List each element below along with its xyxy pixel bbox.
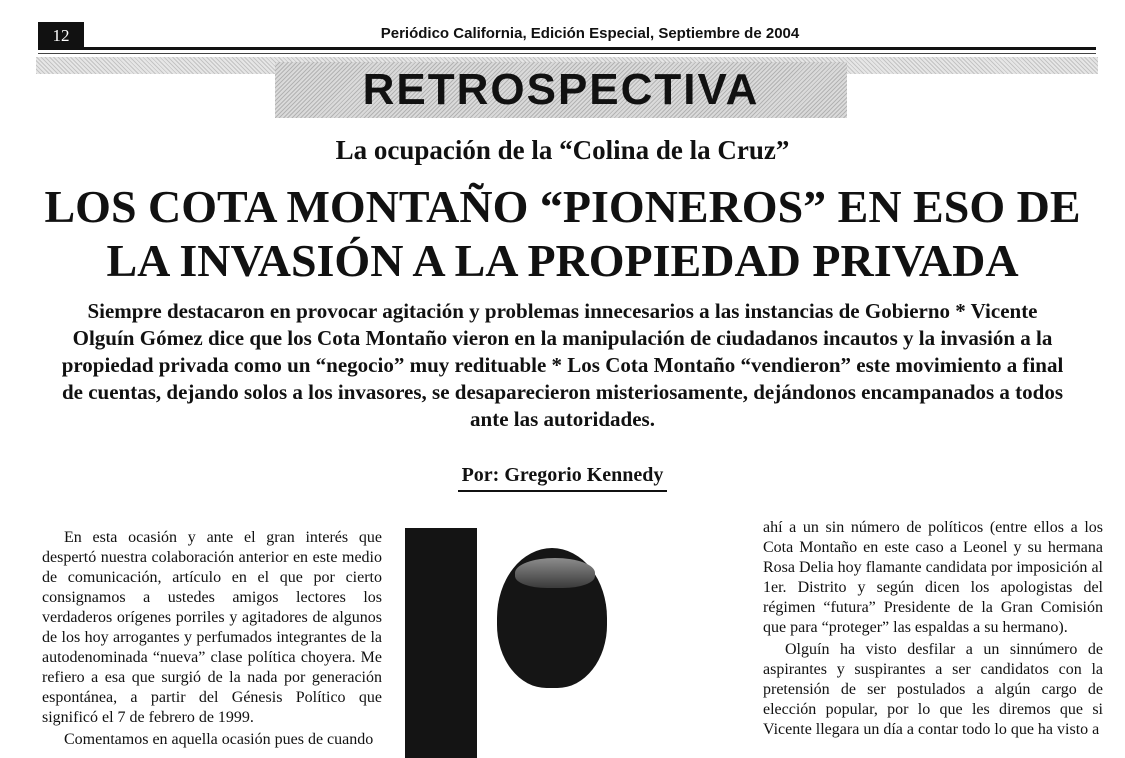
article-kicker: La ocupación de la “Colina de la Cruz” bbox=[335, 135, 790, 165]
right-paragraph: ahí a un sin número de políticos (entre ellos a los Cota Montaño en este caso a Leonel y su hermana Rosa Delia hoy flamante candidata por imposición al 1er. Distrito y según dicen los apologistas del régimen “futura” Presidente de la Gran Comisión que para “proteger” las espaldas a su hermano). bbox=[763, 519, 1103, 636]
page-number: 12 bbox=[38, 22, 84, 50]
right-column bbox=[763, 518, 1103, 740]
right-paragraph: Olguín ha visto desfilar a un sinnúmero de aspirantes y suspirantes a ser candidatos con la pretensión de ser postulados a algún cargo de elección popular, por lo que les diremos que si Vicente llegara un día a contar todo lo que ha visto a bbox=[763, 641, 1103, 738]
article-byline bbox=[0, 464, 1125, 487]
publication-line: Periódico California, Edición Especial, Septiembre de 2004 bbox=[380, 25, 800, 42]
header-rule-thin bbox=[38, 53, 1096, 54]
article-headline: LOS COTA MONTAÑO “PIONEROS” EN ESO DE LA INVASIÓN A LA PROPIEDAD PRIVADA bbox=[44, 181, 1081, 286]
portrait-highlight bbox=[515, 558, 595, 588]
header-rule bbox=[38, 47, 1096, 50]
byline-text: Por: Gregorio Kennedy bbox=[458, 464, 668, 492]
section-label: RETROSPECTIVA bbox=[362, 65, 760, 114]
left-paragraph: En esta ocasión y ante el gran interés que despertó nuestra colaboración anterior en este medio de comunicación, artículo en el que por cierto consignamos a ustedes amigos lectores los verdaderos orígenes porriles y agitadores de algunos de los hoy arrogantes y perfumados integrantes de la autodenominada “nueva” clase política choyera. Me refiero a esa que surgió de la nada por generación espontánea, a partir del Génesis Político que significó el 7 de febrero de 1999. bbox=[42, 529, 382, 726]
article-deck: Siempre destacaron en provocar agitación y problemas innecesarios a las instancias de Gobierno * Vicente Olguín Gómez dice que los Cota Montaño vieron en la manipulación de ciudadanos incautos y la invasión a la propiedad privada como un “negocio” muy redituable * Los Cota Montaño “vendieron” este movimiento a final de cuentas, dejando solos a los invasores, se desaparecieron misteriosamente, dejándonos encampanados a todos ante las autoridades. bbox=[61, 299, 1064, 431]
left-column bbox=[42, 528, 382, 750]
section-banner bbox=[275, 62, 847, 118]
left-paragraph: Comentamos en aquella ocasión pues de cuando bbox=[64, 731, 374, 748]
article-photo bbox=[405, 528, 745, 758]
photo-dark-panel bbox=[405, 528, 477, 758]
